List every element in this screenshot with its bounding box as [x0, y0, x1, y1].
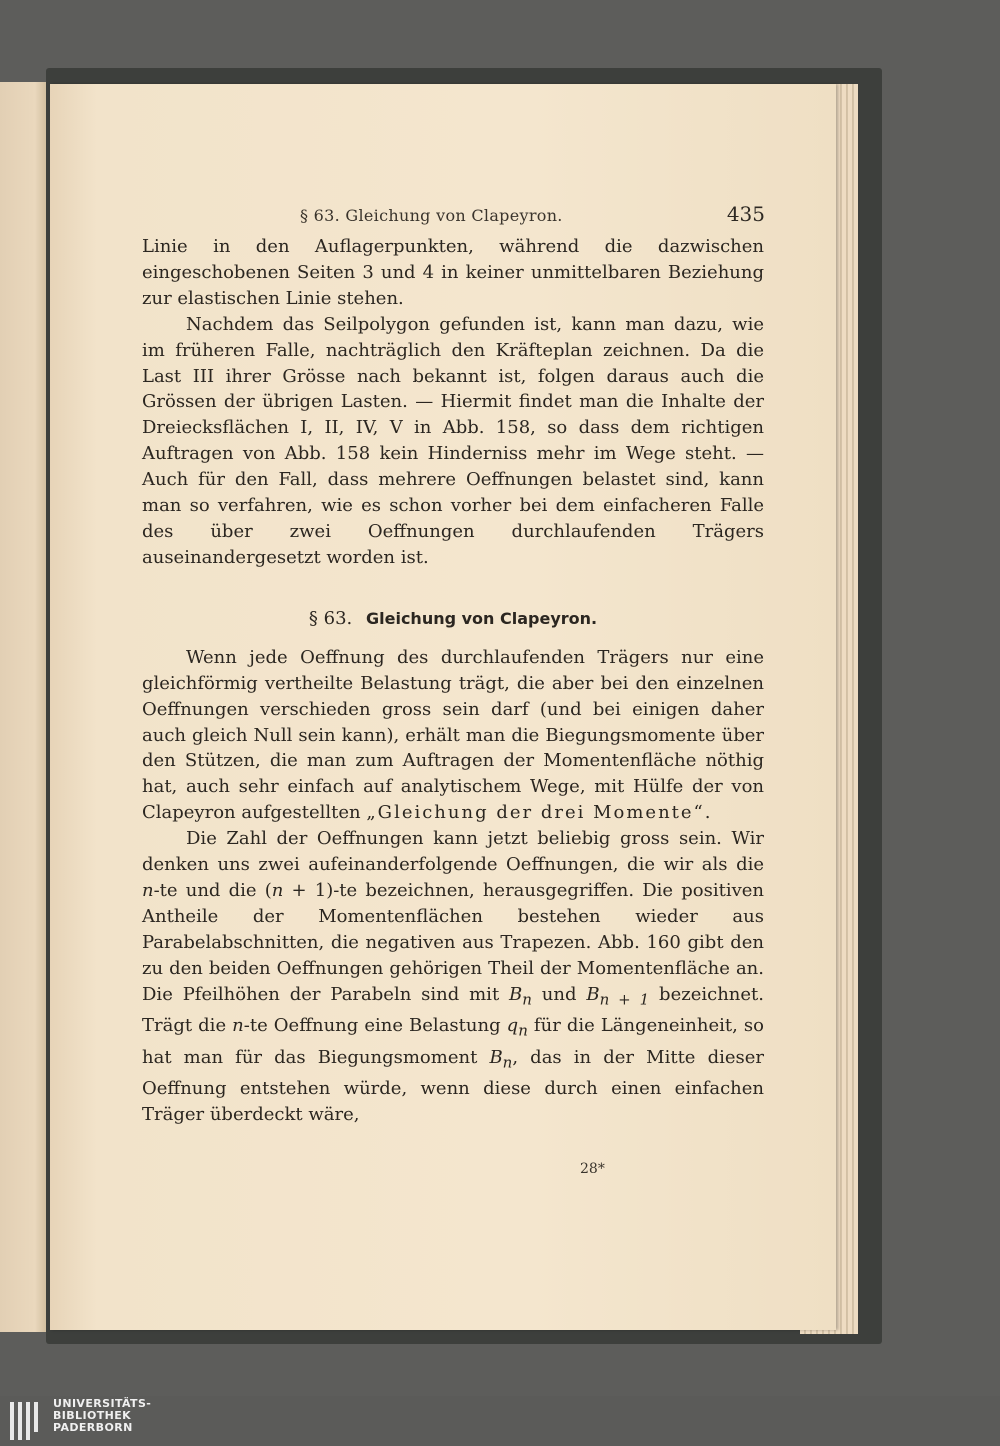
section-number: § 63.	[308, 607, 353, 629]
paragraph-4	[142, 826, 764, 1128]
math-subscript: n	[502, 1053, 513, 1072]
text-run: Die Zahl der Oeffnungen kann jetzt beliebig gross sein. Wir denken uns zwei aufeinanderfolgende Oeffnungen, die wir als die	[142, 828, 764, 876]
math-var: B	[489, 1046, 503, 1068]
math-subscript: n	[522, 990, 532, 1009]
equation-name: „Gleichung der drei Momente“.	[366, 802, 713, 824]
math-subscript: n + 1	[599, 990, 650, 1009]
signature-mark: 28*	[580, 1161, 605, 1177]
library-logo-icon	[8, 1400, 46, 1442]
running-header	[300, 202, 765, 232]
header-title: § 63. Gleichung von Clapeyron.	[300, 206, 563, 225]
page-number: 435	[726, 202, 765, 226]
math-subscript: n	[518, 1021, 528, 1040]
text-run: + 1)-te bezeichnen, herausgegriffen. Die positiven Antheile der Momentenflächen bestehen wieder aus Parabelabschnitten, die negativen aus Trapezen. Abb. 160 gibt den zu den beiden Oeffnungen gehörigen Theil der Momentenfläche an. Die Pfeilhöhen der Parabeln sind mit	[142, 879, 764, 1005]
math-var: n	[142, 879, 154, 901]
paragraph-3	[142, 645, 764, 826]
library-name	[53, 1398, 151, 1434]
math-var: B	[586, 983, 600, 1005]
math-var: B	[509, 983, 523, 1005]
text-run: und	[531, 983, 587, 1005]
text-run: für die Längeneinheit, so hat man für das Biegungsmoment	[142, 1015, 764, 1068]
math-var: n	[271, 879, 284, 901]
math-var: n	[232, 1015, 244, 1037]
text-run: , das in der Mitte dieser Oeffnung entstehen würde, wenn diese durch einen einfachen Träger überdeckt wäre,	[142, 1046, 764, 1125]
math-var: q	[506, 1015, 519, 1037]
paragraph-3-text: Wenn jede Oeffnung des durchlaufenden Trägers nur eine gleichförmig vertheilte Belastung trägt, die aber bei den einzelnen Oeffnungen verschieden gross sein darf (und bei einigen daher auch gleich Null sein kann), erhält man die Biegungsmomente über den Stützen, die man zum Auftragen der Momentenfläche nöthig hat, auch sehr einfach auf analytischem Wege, mit Hülfe der von Clapeyron aufgestellten	[142, 646, 764, 824]
body-text	[142, 234, 764, 1128]
section-heading	[142, 607, 764, 631]
library-name-line-2: BIBLIOTHEK	[53, 1409, 132, 1422]
library-name-line-1: UNIVERSITÄTS-	[53, 1397, 152, 1410]
text-run: -te Oeffnung eine Belastung	[243, 1015, 507, 1037]
paragraph-2: Nachdem das Seilpolygon gefunden ist, kann man dazu, wie im früheren Falle, nachträglich den Kräfteplan zeichnen. Da die Last III ihrer Grösse nach bekannt ist, folgen daraus auch die Grössen der übrigen Lasten. — Hiermit findet man die Inhalte der Dreiecksflächen I, II, IV, V in Abb. 158, so dass dem richtigen Auftragen von Abb. 158 kein Hinderniss mehr im Wege steht. — Auch für den Fall, dass mehrere Oeffnungen belastet sind, kann man so verfahren, wie es schon vorher bei dem einfacheren Falle des über zwei Oeffnungen durchlaufenden Trägers auseinandergesetzt worden ist.	[142, 313, 764, 568]
facing-page-edge	[0, 82, 50, 1332]
text-run: -te und die (	[153, 879, 272, 901]
text-run: bezeichnet. Trägt die	[142, 983, 764, 1037]
book-page	[50, 84, 836, 1330]
section-title: Gleichung von Clapeyron.	[365, 608, 598, 628]
library-name-line-3: PADERBORN	[53, 1421, 133, 1434]
paragraph-1: Linie in den Auflagerpunkten, während die dazwischen eingeschobenen Seiten 3 und 4 in keiner unmittelbaren Beziehung zur elastischen Linie stehen.	[142, 236, 764, 309]
